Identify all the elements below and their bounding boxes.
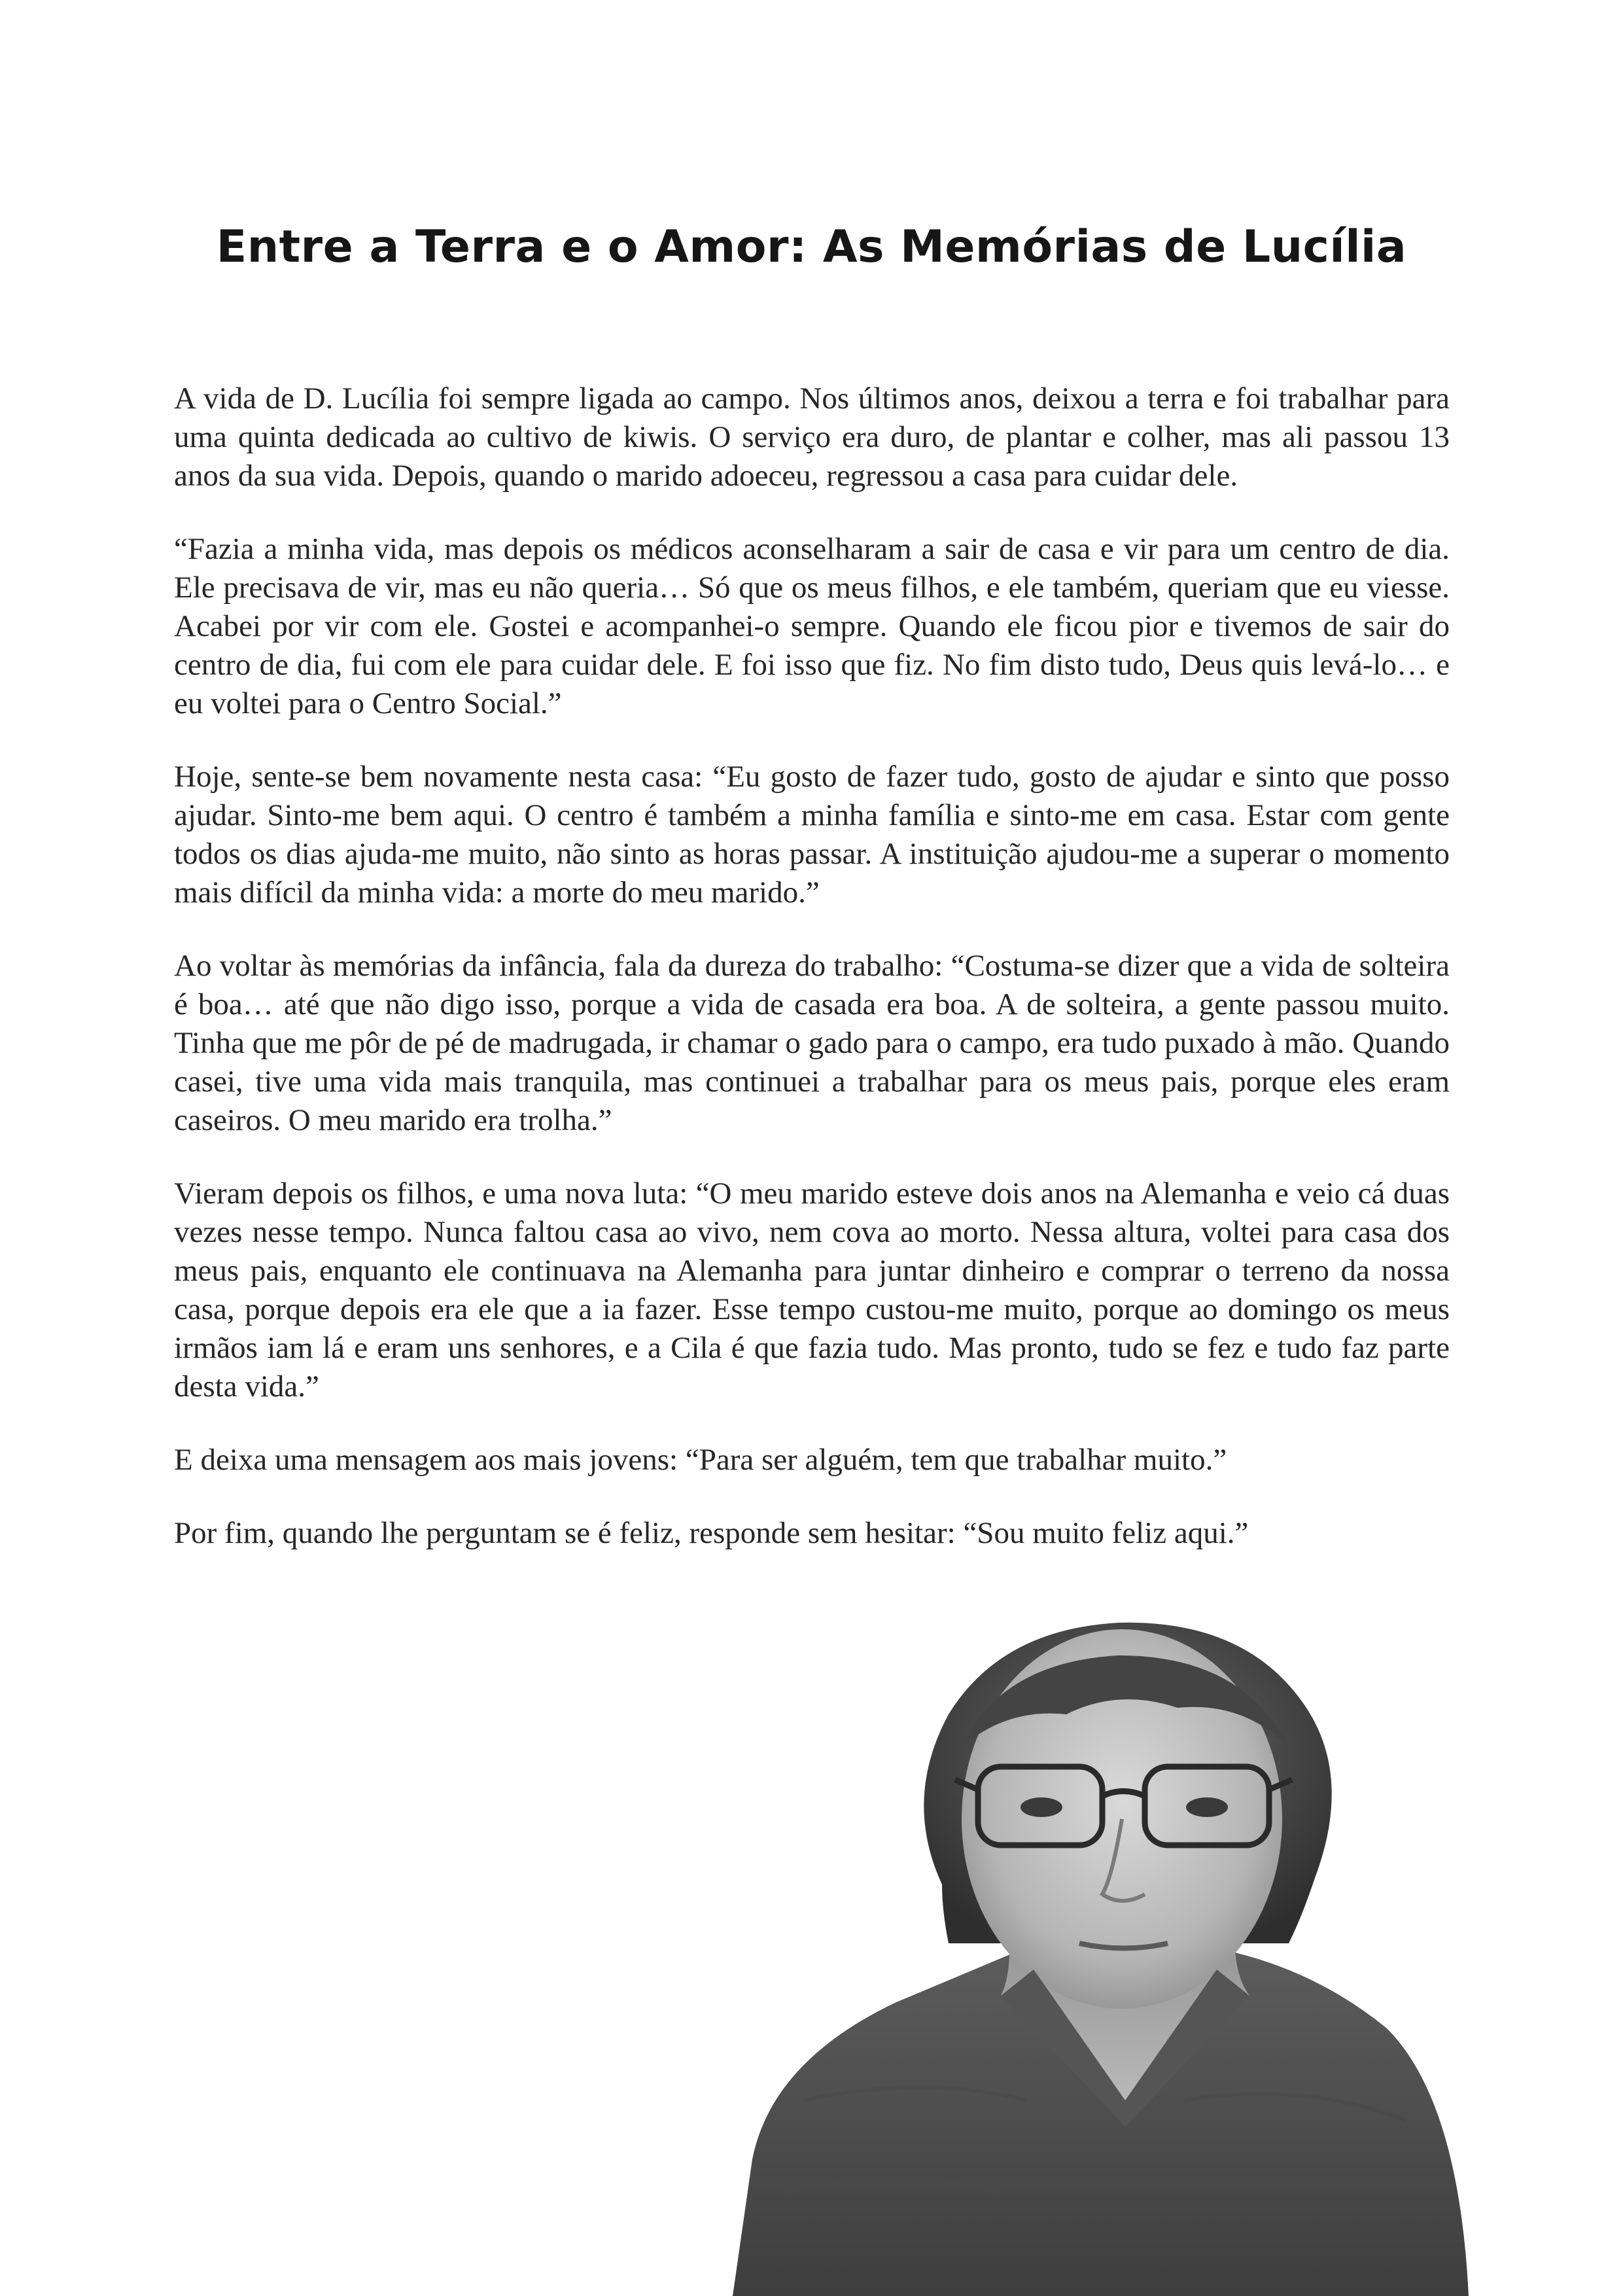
- article-paragraph-childhood: Ao voltar às memórias da infância, fala da dureza do trabalho: “Costuma-se dizer que a vida de solteira é boa… até que não digo isso, porque a vida de casada era boa. A de solteira, a gente passou muito. Tinha que me pôr de pé de madrugada, ir chamar o gado para o campo, era tudo puxado à mão. Quando casei, tive uma vida mais tranquila, mas continuei a trabalhar para os meus pais, porque eles eram caseiros. O meu marido era trolha.”: [174, 949, 1450, 1137]
- portrait-illustration: [726, 1603, 1478, 2296]
- article-paragraph-career: A vida de D. Lucília foi sempre ligada ao campo. Nos últimos anos, deixou a terra e foi trabalhar para uma quinta dedicada ao cultivo de kiwis. O serviço era duro, de plantar e colher, mas ali passou 13 anos da sua vida. Depois, quando o marido adoeceu, regressou a casa para cuidar dele.: [174, 381, 1450, 493]
- article-paragraph-today: Hoje, sente-se bem novamente nesta casa: “Eu gosto de fazer tudo, gosto de ajudar e sinto que posso ajudar. Sinto-me bem aqui. O centro é também a minha família e sinto-me em casa. Estar com gente todos os dias ajuda-me muito, não sinto as horas passar. A instituição ajudou-me a superar o momento mais difícil da minha vida: a morte do meu marido.”: [174, 760, 1450, 910]
- article-paragraph-closing: Por fim, quando lhe perguntam se é feliz, responde sem hesitar: “Sou muito feliz aqui.”: [174, 1516, 1249, 1550]
- portrait-photo: [726, 1603, 1478, 2296]
- article-paragraph-day-centre: “Fazia a minha vida, mas depois os médicos aconselharam a sair de casa e vir para um centro de dia. Ele precisava de vir, mas eu não queria… Só que os meus filhos, e ele também, queriam que eu viesse. Acabei por vir com ele. Gostei e acompanhei-o sempre. Quando ele ficou pior e tivemos de sair do centro de dia, fui com ele para cuidar dele. E foi isso que fiz. No fim disto tudo, Deus quis levá-lo… e eu voltei para o Centro Social.”: [174, 532, 1450, 720]
- article-paragraph-message: E deixa uma mensagem aos mais jovens: “Para ser alguém, tem que trabalhar muito.”: [174, 1443, 1227, 1477]
- article-body: [174, 380, 1450, 1587]
- article-paragraph-family: Vieram depois os filhos, e uma nova luta: “O meu marido esteve dois anos na Alemanha e veio cá duas vezes nesse tempo. Nunca faltou casa ao vivo, nem cova ao morto. Nessa altura, voltei para casa dos meus pais, enquanto ele continuava na Alemanha para juntar dinheiro e comprar o terreno da nossa casa, porque depois era ele que a ia fazer. Esse tempo custou-me muito, porque ao domingo os meus irmãos iam lá e eram uns senhores, e a Cila é que fazia tudo. Mas pronto, tudo se fez e tudo faz parte desta vida.”: [174, 1176, 1450, 1404]
- page-title: Entre a Terra e o Amor: As Memórias de Lucília: [216, 221, 1407, 273]
